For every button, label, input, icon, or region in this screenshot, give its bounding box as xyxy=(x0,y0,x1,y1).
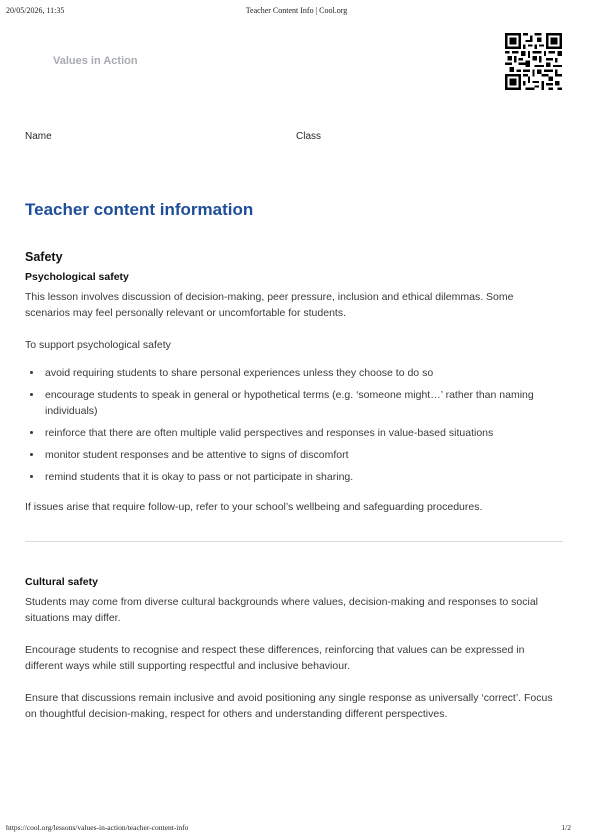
print-datetime: 20/05/2026, 11:35 xyxy=(6,6,65,15)
page-title: Teacher content information xyxy=(25,200,254,219)
cultural-paragraph: Encourage students to recognise and respect these differences, reinforcing that values can be expressed in different ways while still supporting respectful and inclusive behaviour. xyxy=(25,644,525,672)
list-item: • avoid requiring students to share personal experiences unless they choose to do so xyxy=(43,365,560,381)
print-footer xyxy=(6,823,571,833)
cultural-safety-heading: Cultural safety xyxy=(25,576,98,588)
safety-heading: Safety xyxy=(25,250,63,264)
print-header xyxy=(6,6,587,18)
cultural-paragraph: Ensure that discussions remain inclusive and avoid positioning any single response as universally ‘correct’. Focus on thoughtful decision-making, respect for others and understanding different perspectives. xyxy=(25,692,553,720)
list-item: • remind students that it is okay to pass or not participate in sharing. xyxy=(43,469,560,485)
followup-paragraph: If issues arise that require follow-up, refer to your school’s wellbeing and safeguarding procedures. xyxy=(25,501,483,513)
psychological-intro-paragraph: This lesson involves discussion of decision-making, peer pressure, inclusion and ethical dilemmas. Some scenarios may feel personally relevant or uncomfortable for students. xyxy=(25,291,514,319)
name-field-label: Name xyxy=(25,131,52,142)
psychological-safety-heading: Psychological safety xyxy=(25,271,129,283)
page-number: 1/2 xyxy=(561,823,571,832)
brand-name: Values in Action xyxy=(53,55,138,67)
print-url: https://cool.org/lessons/values-in-action/teacher-content-info xyxy=(6,823,189,832)
support-lead-paragraph: To support psychological safety xyxy=(25,339,171,351)
print-page-title: Teacher Content Info | Cool.org xyxy=(245,6,348,15)
main-content xyxy=(25,250,560,738)
list-item: • reinforce that there are often multiple valid perspectives and responses in value-based situations xyxy=(43,425,560,441)
support-bullet-list xyxy=(25,365,560,485)
list-item: • encourage students to speak in general or hypothetical terms (e.g. ‘someone might…’ rather than naming individuals) xyxy=(43,387,560,419)
qr-code-icon xyxy=(505,33,562,90)
section-divider xyxy=(25,541,563,542)
cultural-paragraph: Students may come from diverse cultural backgrounds where values, decision-making and responses to social situations may differ. xyxy=(25,596,539,624)
class-field-label: Class xyxy=(296,131,322,142)
list-item: • monitor student responses and be attentive to signs of discomfort xyxy=(43,447,560,463)
